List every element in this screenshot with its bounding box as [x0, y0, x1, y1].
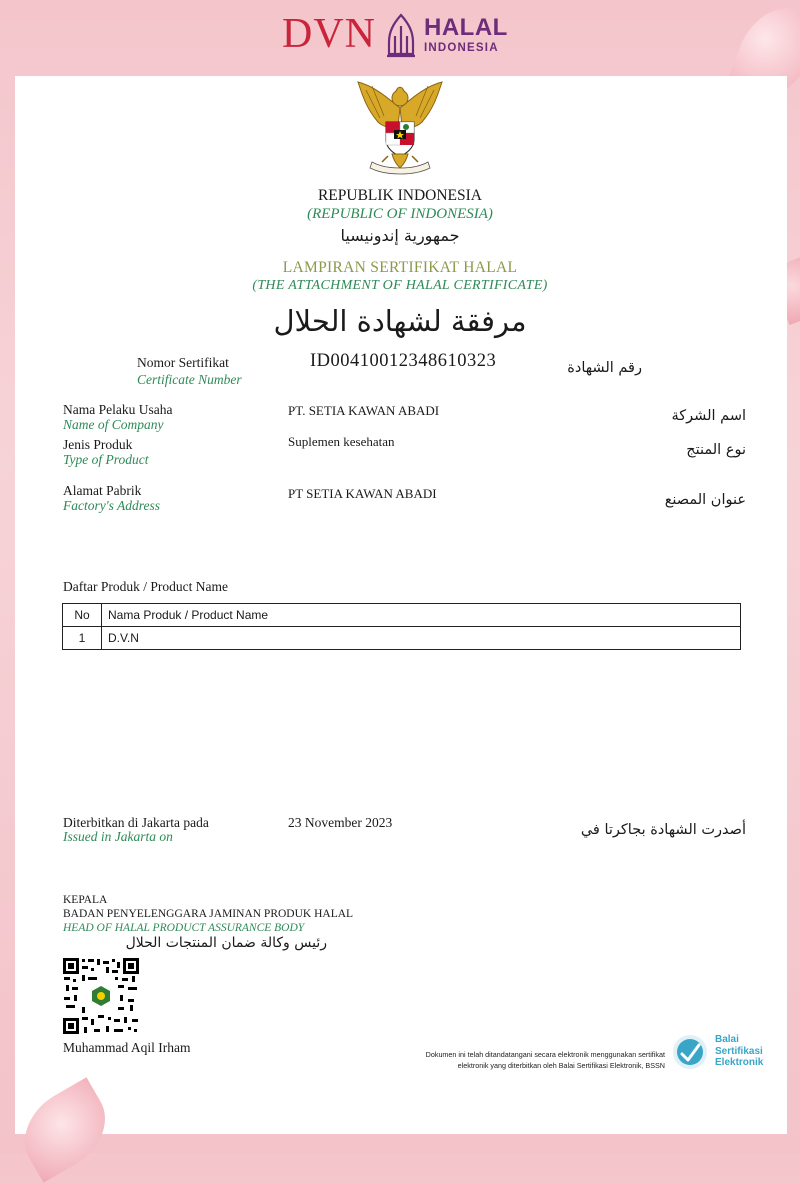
company-label: Nama Pelaku Usaha — [63, 402, 173, 417]
company-label-ar: اسم الشركة — [671, 408, 746, 424]
bse-logo-icon — [672, 1034, 708, 1070]
product-type-label: Jenis Produk — [63, 437, 133, 452]
signatory-name: Muhammad Aqil Irham — [63, 1040, 191, 1055]
signatory-title: KEPALA — [63, 894, 108, 906]
column-header-product-name: Nama Produk / Product Name — [102, 604, 741, 627]
halal-indonesia-logo-icon — [384, 12, 418, 58]
certificate-number-label-ar: رقم الشهادة — [567, 360, 642, 376]
qr-code-icon — [62, 957, 140, 1035]
bse-wordmark: Balai Sertifikasi Elektronik — [715, 1034, 764, 1068]
issued-label-ar: أصدرت الشهادة بجاكرتا في — [580, 822, 746, 838]
factory-address-value: PT SETIA KAWAN ABADI — [288, 486, 437, 501]
column-header-no: No — [63, 604, 102, 627]
signatory-agency-en: HEAD OF HALAL PRODUCT ASSURANCE BODY — [63, 922, 305, 934]
signatory-agency: BADAN PENYELENGGARA JAMINAN PRODUK HALAL — [63, 908, 354, 920]
garuda-emblem-icon — [352, 78, 448, 176]
product-type-label-en: Type of Product — [63, 452, 149, 467]
certificate-number-label: Nomor Sertifikat — [137, 355, 229, 370]
product-type-label-ar: نوع المنتج — [686, 442, 746, 458]
signatory-agency-ar: رئيس وكالة ضمان المنتجات الحلال — [125, 935, 327, 951]
certificate-number-value: ID00410012348610323 — [310, 351, 497, 371]
factory-address-label-en: Factory's Address — [63, 498, 161, 513]
electronic-signature-disclaimer: Dokumen ini telah ditandatangani secara elektronik menggunakan sertifikat elektronik yang diterbitkan oleh Balai Sertifikasi Elektronik, BSSN — [425, 1050, 665, 1070]
document-title-en: (THE ATTACHMENT OF HALAL CERTIFICATE) — [252, 278, 548, 293]
document-title: LAMPIRAN SERTIFIKAT HALAL — [282, 259, 518, 276]
product-type-value: Suplemen kesehatan — [288, 434, 395, 449]
company-value: PT. SETIA KAWAN ABADI — [288, 403, 440, 418]
table-row — [63, 627, 741, 650]
country-name: REPUBLIK INDONESIA — [317, 187, 483, 204]
product-table — [62, 603, 741, 650]
company-label-en: Name of Company — [63, 417, 164, 432]
row-product-name: D.V.N — [102, 627, 741, 650]
factory-address-label: Alamat Pabrik — [63, 483, 142, 498]
dvn-logo: DVN — [282, 11, 376, 57]
brand-header — [0, 0, 800, 75]
row-no: 1 — [63, 627, 102, 650]
factory-address-label-ar: عنوان المصنع — [664, 492, 746, 508]
country-name-en: (REPUBLIC OF INDONESIA) — [307, 206, 493, 222]
table-header-row — [63, 604, 741, 627]
country-name-ar: جمهورية إندونيسيا — [340, 226, 460, 245]
halal-indonesia-wordmark: HALAL INDONESIA — [424, 14, 508, 54]
issued-label: Diterbitkan di Jakarta pada — [63, 815, 209, 830]
certificate-number-label-en: Certificate Number — [137, 372, 242, 387]
document-title-ar: مرفقة لشهادة الحلال — [273, 304, 527, 338]
issued-label-en: Issued in Jakarta on — [63, 829, 173, 844]
product-list-heading: Daftar Produk / Product Name — [63, 579, 228, 594]
issue-date: 23 November 2023 — [288, 815, 393, 830]
